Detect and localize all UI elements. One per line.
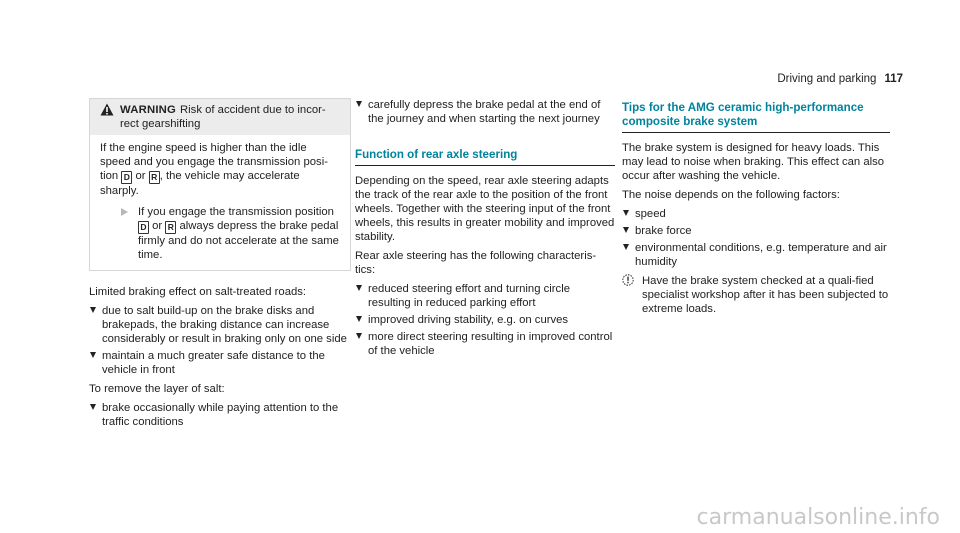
list-item: carefully depress the brake pedal at the end of the journey and when starting the next journey (355, 98, 615, 126)
warning-step: If you engage the transmission position D or R always depress the brake pedal firmly and do not accelerate at the same time. (100, 205, 340, 262)
list-item: reduced steering effort and turning circle resulting in reduced parking effort (355, 282, 615, 310)
list-item: speed (622, 207, 890, 221)
steering-para1: Depending on the speed, rear axle steering adapts the track of the rear axle to the position of the front wheels. Together with the steering input of the front wheels, this results in greater mobility and improved stability. (355, 175, 615, 243)
salt-list (89, 304, 351, 377)
column-right (622, 101, 890, 316)
steering-list (355, 282, 615, 358)
info-note-icon (622, 274, 634, 286)
list-item: improved driving stability, e.g. on curves (355, 313, 615, 327)
section-title: Driving and parking (777, 73, 877, 85)
brakes-para1: The brake system is designed for heavy loads. This may lead to noise when braking. This effect can also occur after washing the vehicle. (622, 142, 885, 182)
list-item: brake force (622, 224, 890, 238)
brakes-heading: Tips for the AMG ceramic high-performance composite brake system (622, 101, 890, 133)
list-item: due to salt build-up on the brake disks and brakepads, the braking distance can increase considerably or result in braking only on one side (89, 304, 351, 346)
warning-body (90, 135, 350, 270)
gear-r-key-icon: R (165, 221, 176, 234)
warning-box (89, 98, 351, 271)
warning-headline: Risk of accident due to incor-rect gearshifting (120, 104, 326, 130)
note-text: Have the brake system checked at a quali-fied specialist workshop after it has been subjected to extreme loads. (642, 275, 889, 315)
page-number: 117 (884, 73, 903, 85)
warning-header (90, 99, 350, 135)
list-item: environmental conditions, e.g. temperature and air humidity (622, 241, 890, 269)
list-item: more direct steering resulting in improved control of the vehicle (355, 330, 615, 358)
remove-salt-intro: To remove the layer of salt: (89, 383, 225, 395)
gear-d-key-icon: D (138, 221, 149, 234)
gear-d-key-icon: D (121, 171, 132, 184)
salt-intro: Limited braking effect on salt-treated roads: (89, 286, 307, 298)
column-left (89, 98, 351, 434)
column-middle (355, 98, 615, 363)
remove-salt-list-continued (355, 98, 615, 126)
gear-r-key-icon: R (149, 171, 160, 184)
steering-heading: Function of rear axle steering (355, 148, 615, 166)
watermark: carmanualsonline.info (696, 505, 940, 530)
brakes-note (622, 274, 890, 316)
remove-salt-list (89, 401, 351, 429)
brakes-para2: The noise depends on the following factors: (622, 189, 840, 201)
warning-text: If the engine speed is higher than the idle speed and you engage the transmission posi-tion D or R , the vehicle may accelerate sharply. (100, 142, 328, 197)
page-header (777, 72, 903, 86)
brakes-factor-list (622, 207, 890, 269)
list-item: brake occasionally while paying attention to the traffic conditions (89, 401, 351, 429)
warning-title: WARNING (120, 104, 176, 116)
steering-para2: Rear axle steering has the following characteris-tics: (355, 250, 597, 276)
warning-triangle-icon (100, 103, 114, 116)
step-arrow-icon (121, 208, 128, 216)
list-item: maintain a much greater safe distance to the vehicle in front (89, 349, 351, 377)
